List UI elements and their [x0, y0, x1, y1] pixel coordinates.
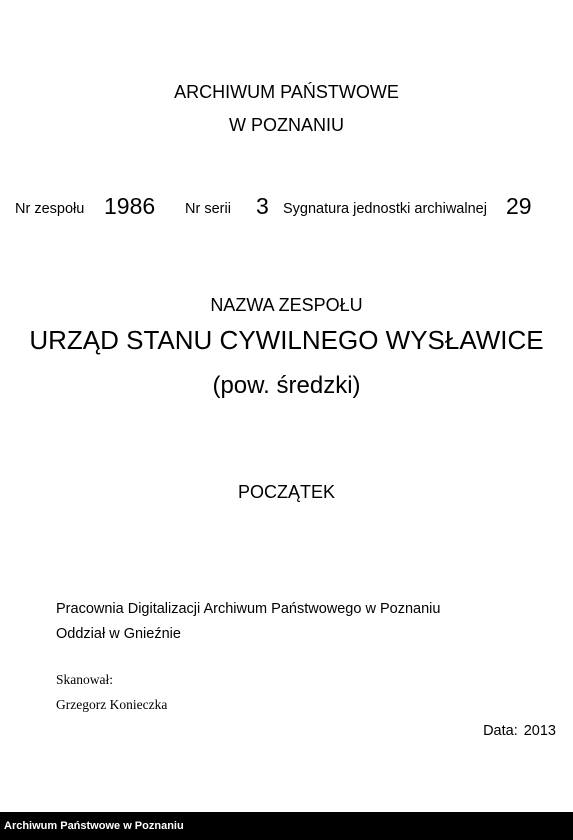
date-value: 2013 [523, 723, 556, 739]
section-label: POCZĄTEK [237, 482, 335, 502]
fond-name: URZĄD STANU CYWILNEGO WYSŁAWICE [29, 325, 544, 355]
fond-name-label: NAZWA ZESPOŁU [210, 295, 363, 315]
signature-label: Sygnatura jednostki archiwalnej [283, 201, 487, 217]
date-line [483, 723, 556, 739]
date-label: Data: [483, 723, 518, 739]
lab-name-line2: Oddział w Gnieźnie [56, 626, 181, 642]
archive-name-line2: W POZNANIU [229, 115, 344, 135]
fond-number-value: 1986 [104, 193, 156, 219]
fond-number-label: Nr zespołu [15, 201, 85, 217]
series-number-value: 3 [256, 193, 269, 219]
identifier-row [0, 193, 573, 223]
fond-subtitle: (pow. średzki) [212, 372, 361, 399]
footer-bar [0, 812, 573, 840]
signature-value: 29 [506, 193, 532, 219]
scanned-by-label: Skanował: [56, 672, 113, 687]
footer-text: Archiwum Państwowe w Poznaniu [4, 820, 184, 832]
lab-name-line1: Pracownia Digitalizacji Archiwum Państwowego w Poznaniu [56, 601, 441, 617]
series-number-label: Nr serii [185, 201, 231, 217]
scanned-by-name: Grzegorz Konieczka [56, 697, 168, 712]
archive-name-line1: ARCHIWUM PAŃSTWOWE [174, 82, 399, 102]
